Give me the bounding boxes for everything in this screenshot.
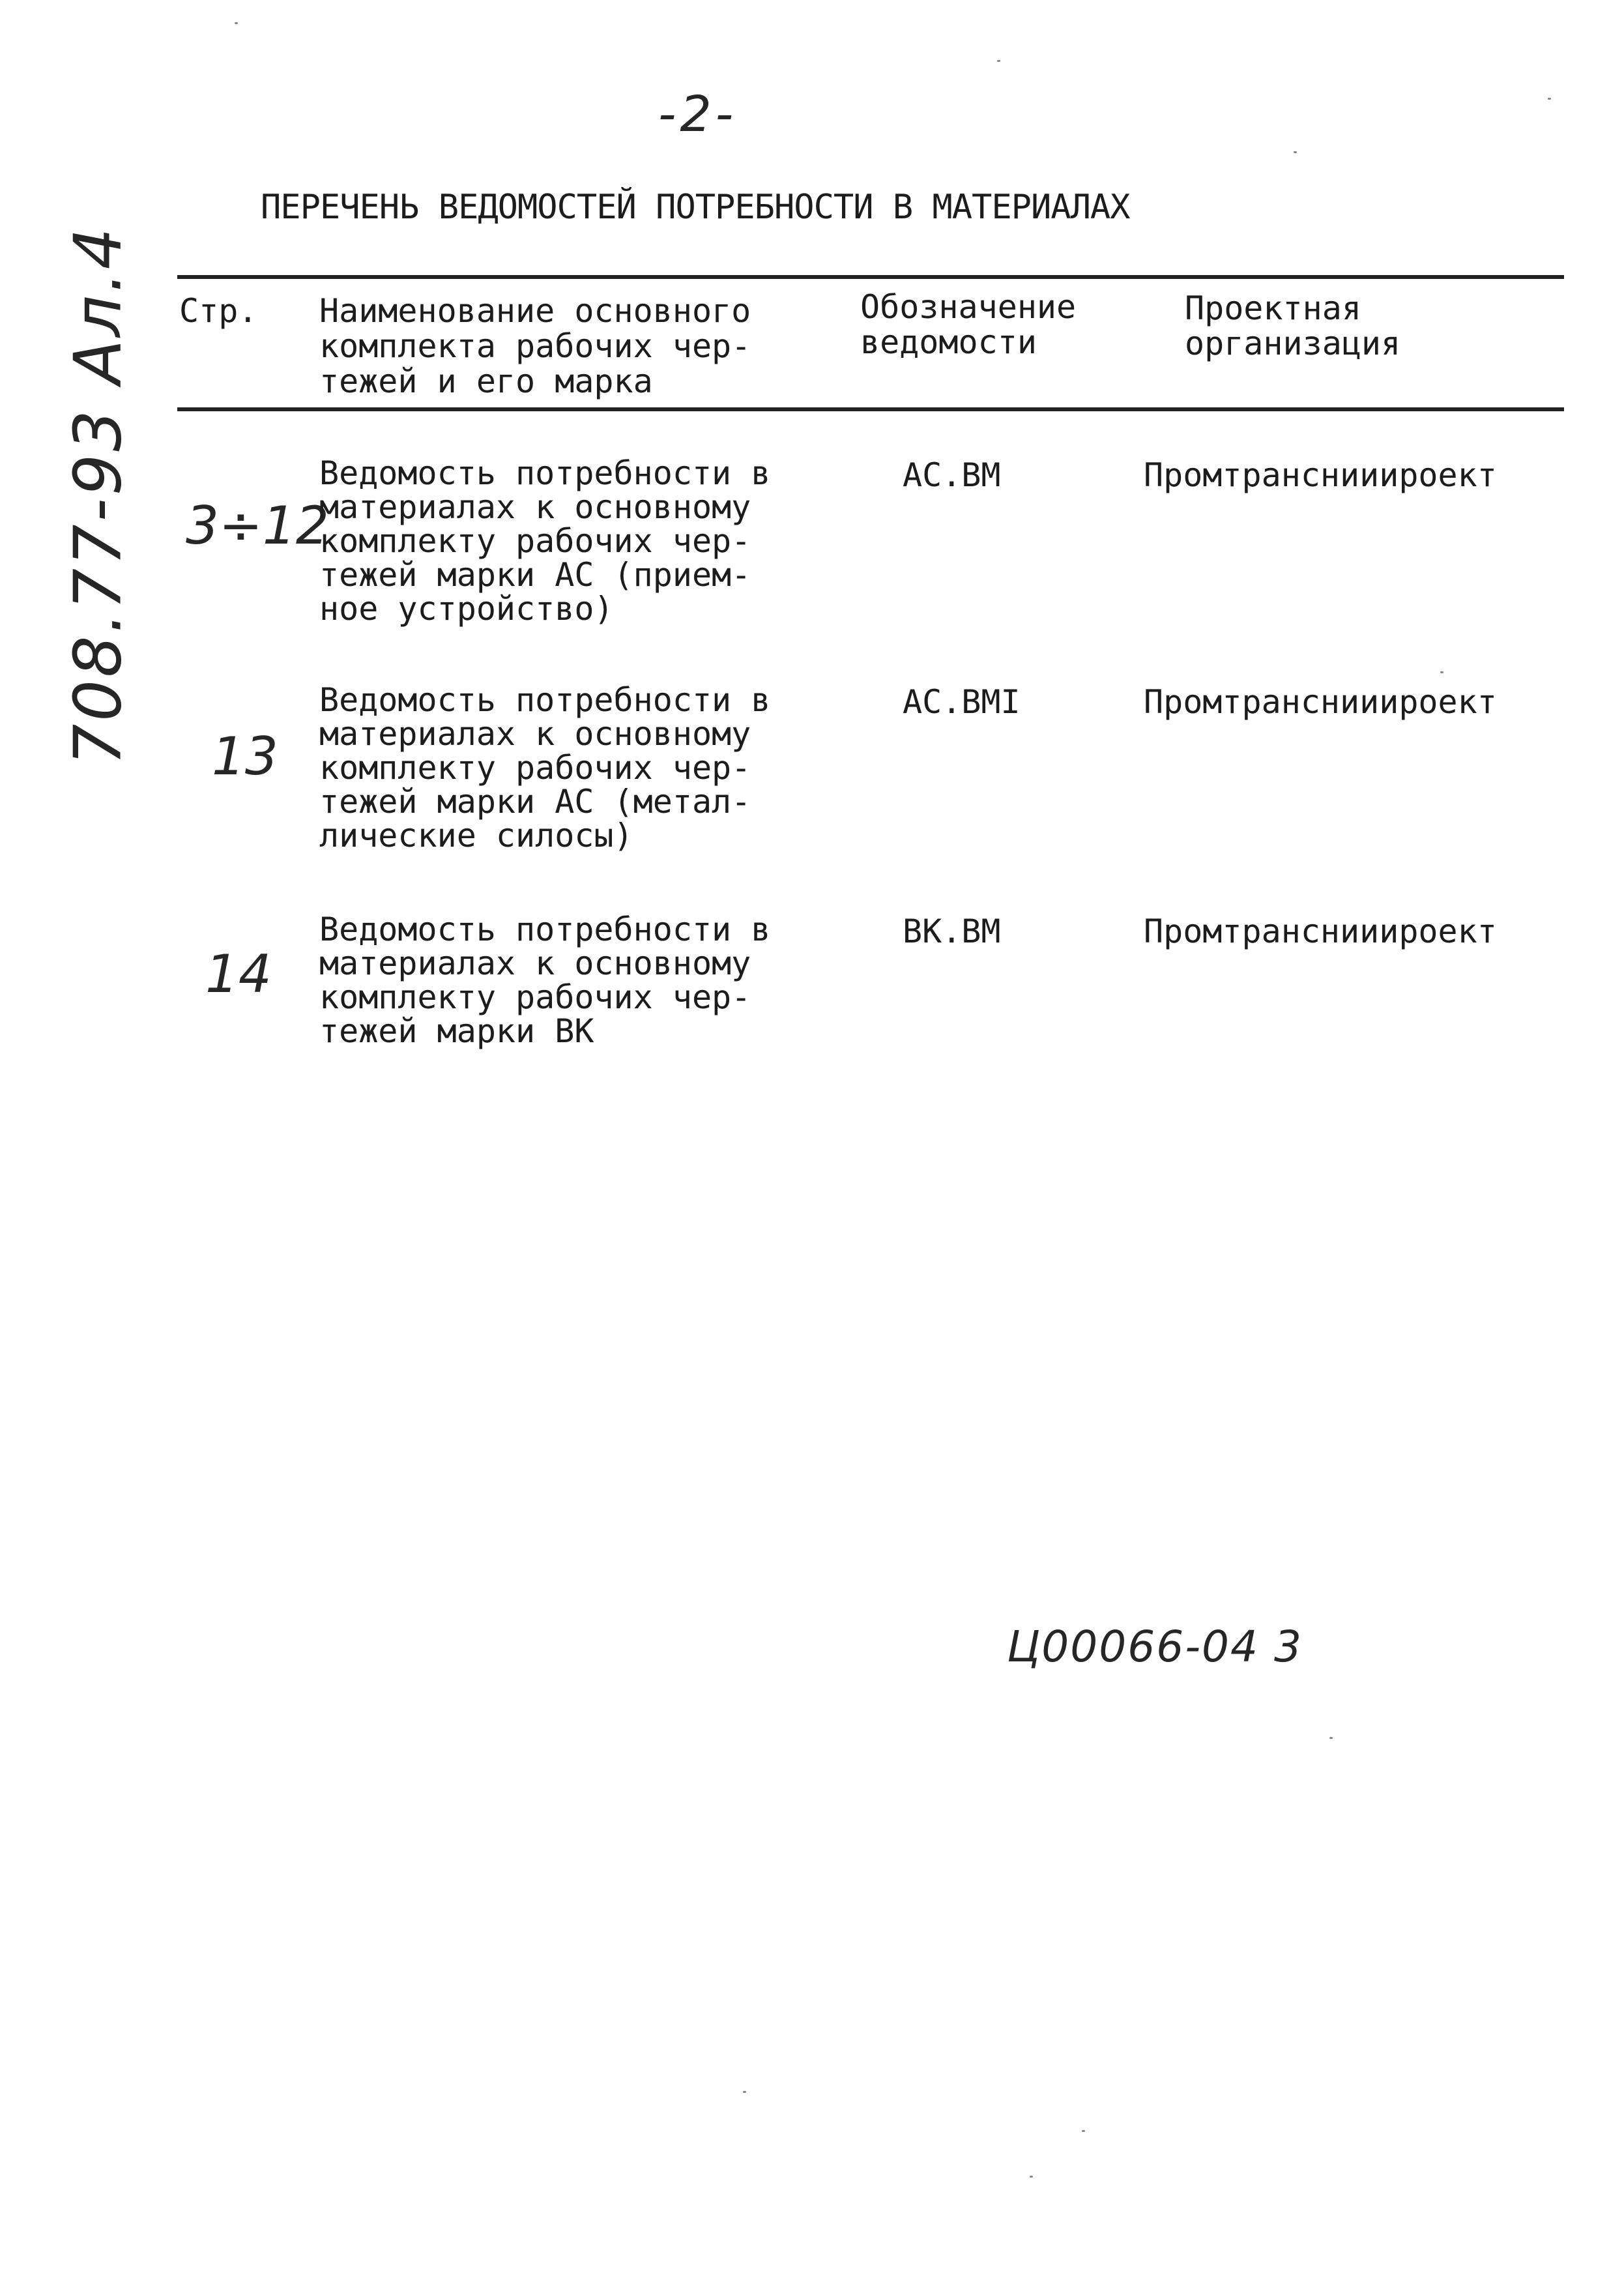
row-organization: Промтранснииироект	[1144, 456, 1497, 494]
scan-speck	[235, 22, 238, 24]
side-note-handwritten: 708.77-93 Ал.4	[59, 225, 136, 766]
row-page: 3÷12	[186, 495, 329, 556]
row-page: 14	[205, 944, 272, 1004]
header-page: Стр.	[179, 292, 258, 330]
row-code: ВК.ВМ	[903, 912, 1001, 950]
row-name: Ведомость потребности в материалах к основному комплекту рабочих чер- тежей марки ВК	[319, 911, 771, 1050]
scan-speck	[1329, 1737, 1333, 1739]
scan-speck	[997, 60, 1000, 62]
table-header-rule	[177, 407, 1564, 411]
row-code: АС.ВМI	[903, 683, 1021, 721]
scan-speck	[1030, 2176, 1033, 2178]
scan-speck	[1294, 151, 1297, 153]
table-top-rule	[177, 275, 1564, 279]
row-organization: Промтранснииироект	[1144, 912, 1497, 950]
header-code: Обозначение ведомости	[860, 288, 1077, 361]
page-number: -2-	[658, 85, 738, 143]
scan-speck	[743, 2091, 746, 2093]
row-code: АС.ВМ	[903, 456, 1001, 494]
document-title: ПЕРЕЧЕНЬ ВЕДОМОСТЕЙ ПОТРЕБНОСТИ В МАТЕРИАЛАХ	[261, 188, 1130, 227]
row-organization: Промтранснииироект	[1144, 683, 1497, 721]
row-name: Ведомость потребности в материалах к основному комплекту рабочих чер- тежей марки АС (прием- ное устройство)	[319, 454, 771, 628]
scan-speck	[1440, 671, 1443, 673]
header-organization: Проектная организация	[1185, 289, 1401, 362]
header-name: Наименование основного комплекта рабочих чер- тежей и его марка	[319, 292, 751, 400]
scan-speck	[1082, 2130, 1085, 2132]
row-page: 13	[212, 726, 278, 787]
row-name: Ведомость потребности в материалах к основному комплекту рабочих чер- тежей марки АС (метал- лические силосы)	[319, 681, 771, 854]
footer-code: Ц00066-04 3	[1007, 1622, 1303, 1672]
scan-speck	[1548, 98, 1551, 100]
